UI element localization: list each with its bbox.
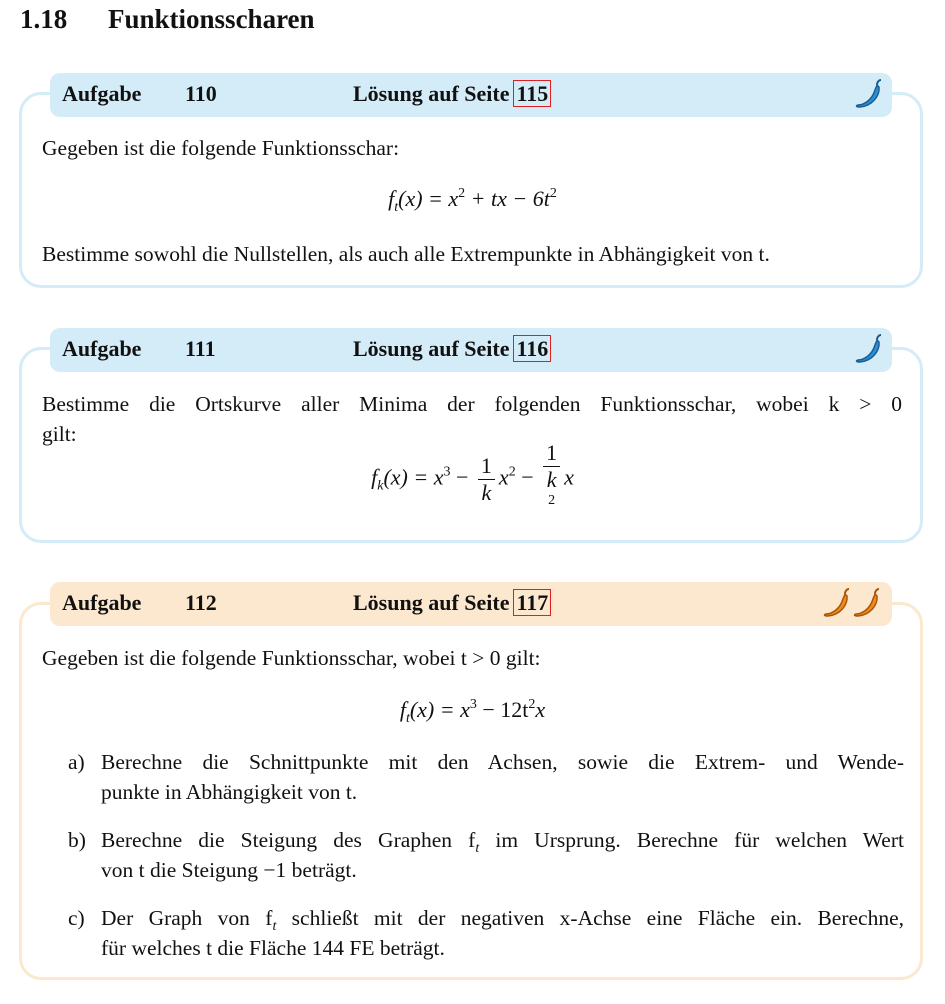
solution-page-link[interactable]: 115 — [513, 80, 551, 107]
task-number: 112 — [185, 590, 217, 615]
subtask-line: Der Graph von $f_t$ schließt mit der negativen x-Achse eine Fläche ein. Berechne, — [101, 906, 905, 934]
task-number: 110 — [185, 81, 217, 106]
solution-page-link[interactable]: 116 — [513, 335, 551, 362]
section-title: Funktionsscharen — [108, 4, 315, 34]
subtask-label: a) — [68, 750, 85, 774]
subtask-line: punkte in Abhängigkeit von t. — [101, 780, 358, 804]
subtask-line: Berechne die Steigung des Graphen $f_t$ im Ursprung. Berechne für welchen Wert — [101, 828, 904, 856]
function-formula: $f_k(x) = x^3$ − $\frac{1}{k}$ $x^2$ − 1 k $^2$ x — [371, 440, 574, 508]
solution-text: Lösung auf Seite — [353, 336, 510, 361]
subtask-label: b) — [68, 828, 86, 852]
solution-text: Lösung auf Seite — [353, 590, 510, 615]
task-label: Aufgabe — [62, 590, 142, 615]
solution-reference — [353, 590, 551, 616]
task-header-112 — [50, 582, 892, 626]
subtask-line: Berechne die Schnittpunkte mit den Achsen, sowie die Extrem- und Wende- — [101, 750, 904, 774]
task-header-111 — [50, 328, 892, 372]
chili-pepper-icon — [850, 333, 884, 371]
solution-reference — [353, 81, 551, 107]
subtask-line: für welches t die Fläche 144 FE beträgt. — [101, 936, 445, 960]
task-intro: Gegeben ist die folgende Funktionsschar, wobei t > 0 gilt: — [42, 646, 541, 670]
chili-pepper-icon — [850, 78, 884, 116]
task-intro: Gegeben ist die folgende Funktionsschar: — [42, 136, 400, 160]
solution-text: Lösung auf Seite — [353, 81, 510, 106]
function-formula: $f_t(x) = x^2$ + tx − $6t^2$ — [388, 186, 557, 215]
section-heading — [20, 4, 315, 35]
task-header-110 — [50, 73, 892, 117]
section-number: 1.18 — [20, 4, 68, 34]
solution-page-link[interactable]: 117 — [513, 589, 551, 616]
subtask-label: c) — [68, 906, 85, 930]
function-formula: $f_t(x) = x^3 - 12t^2x$ — [399, 697, 546, 726]
task-label: Aufgabe — [62, 336, 142, 361]
task-number: 111 — [185, 336, 216, 361]
subtask-line: von t die Steigung −1 beträgt. — [101, 858, 357, 882]
task-question: Bestimme sowohl die Nullstellen, als auch alle Extrempunkte in Abhängigkeit von t. — [42, 242, 770, 266]
task-intro-line1: Bestimme die Ortskurve aller Minima der folgenden Funktionsschar, wobei k > 0 — [42, 392, 902, 416]
solution-reference — [353, 336, 551, 362]
task-intro-line2: gilt: — [42, 422, 77, 446]
chili-pepper-icon — [820, 587, 886, 625]
task-label: Aufgabe — [62, 81, 142, 106]
